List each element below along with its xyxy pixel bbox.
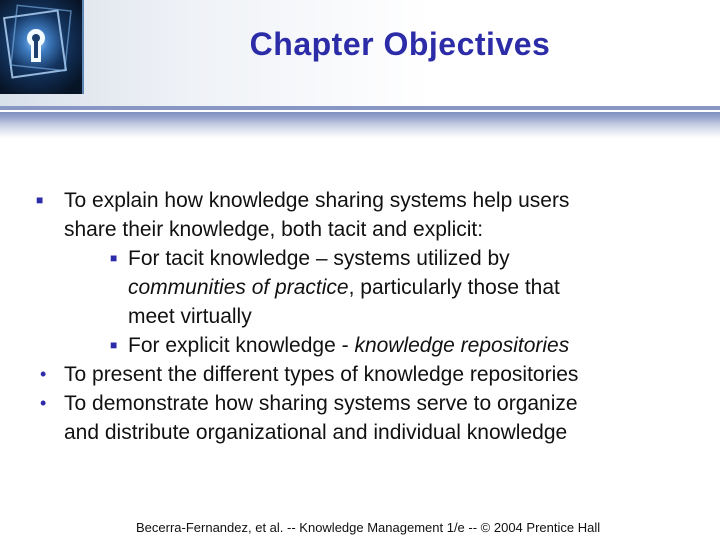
sub-list-item: [0, 244, 720, 331]
square-bullet-icon: ■: [110, 338, 118, 352]
footer-citation: Becerra-Fernandez, et al. -- Knowledge Management 1/e -- © 2004 Prentice Hall: [136, 520, 601, 535]
square-bullet-icon: ■: [36, 193, 44, 207]
objective-text: and distribute organizational and individual knowledge: [64, 421, 568, 444]
objective-text: To demonstrate how sharing systems serve to organize: [64, 392, 578, 415]
slide-title: Chapter Objectives: [249, 26, 551, 62]
header-band: [0, 106, 720, 138]
list-item: [0, 389, 720, 447]
sub-objective-text: meet virtually: [128, 305, 252, 328]
round-bullet-icon: •: [40, 393, 47, 413]
italic-term: knowledge repositories: [354, 334, 570, 357]
sub-objective-text: For tacit knowledge – systems utilized by: [128, 247, 510, 270]
objective-text: To present the different types of knowledge repositories: [64, 363, 579, 386]
list-item: [0, 186, 720, 244]
objective-text: To explain how knowledge sharing systems help users: [64, 189, 570, 212]
list-item: [0, 360, 720, 389]
sub-objective-text: For explicit knowledge -: [128, 334, 355, 357]
sub-objective-text: , particularly those that: [348, 276, 560, 299]
square-bullet-icon: ■: [110, 251, 118, 265]
objectives-list: [0, 186, 720, 447]
sub-list-item: [0, 331, 720, 360]
keyhole-logo-icon: [0, 0, 84, 94]
objective-text: share their knowledge, both tacit and explicit:: [64, 218, 484, 241]
round-bullet-icon: •: [40, 364, 47, 384]
italic-term: communities of practice: [128, 276, 349, 299]
